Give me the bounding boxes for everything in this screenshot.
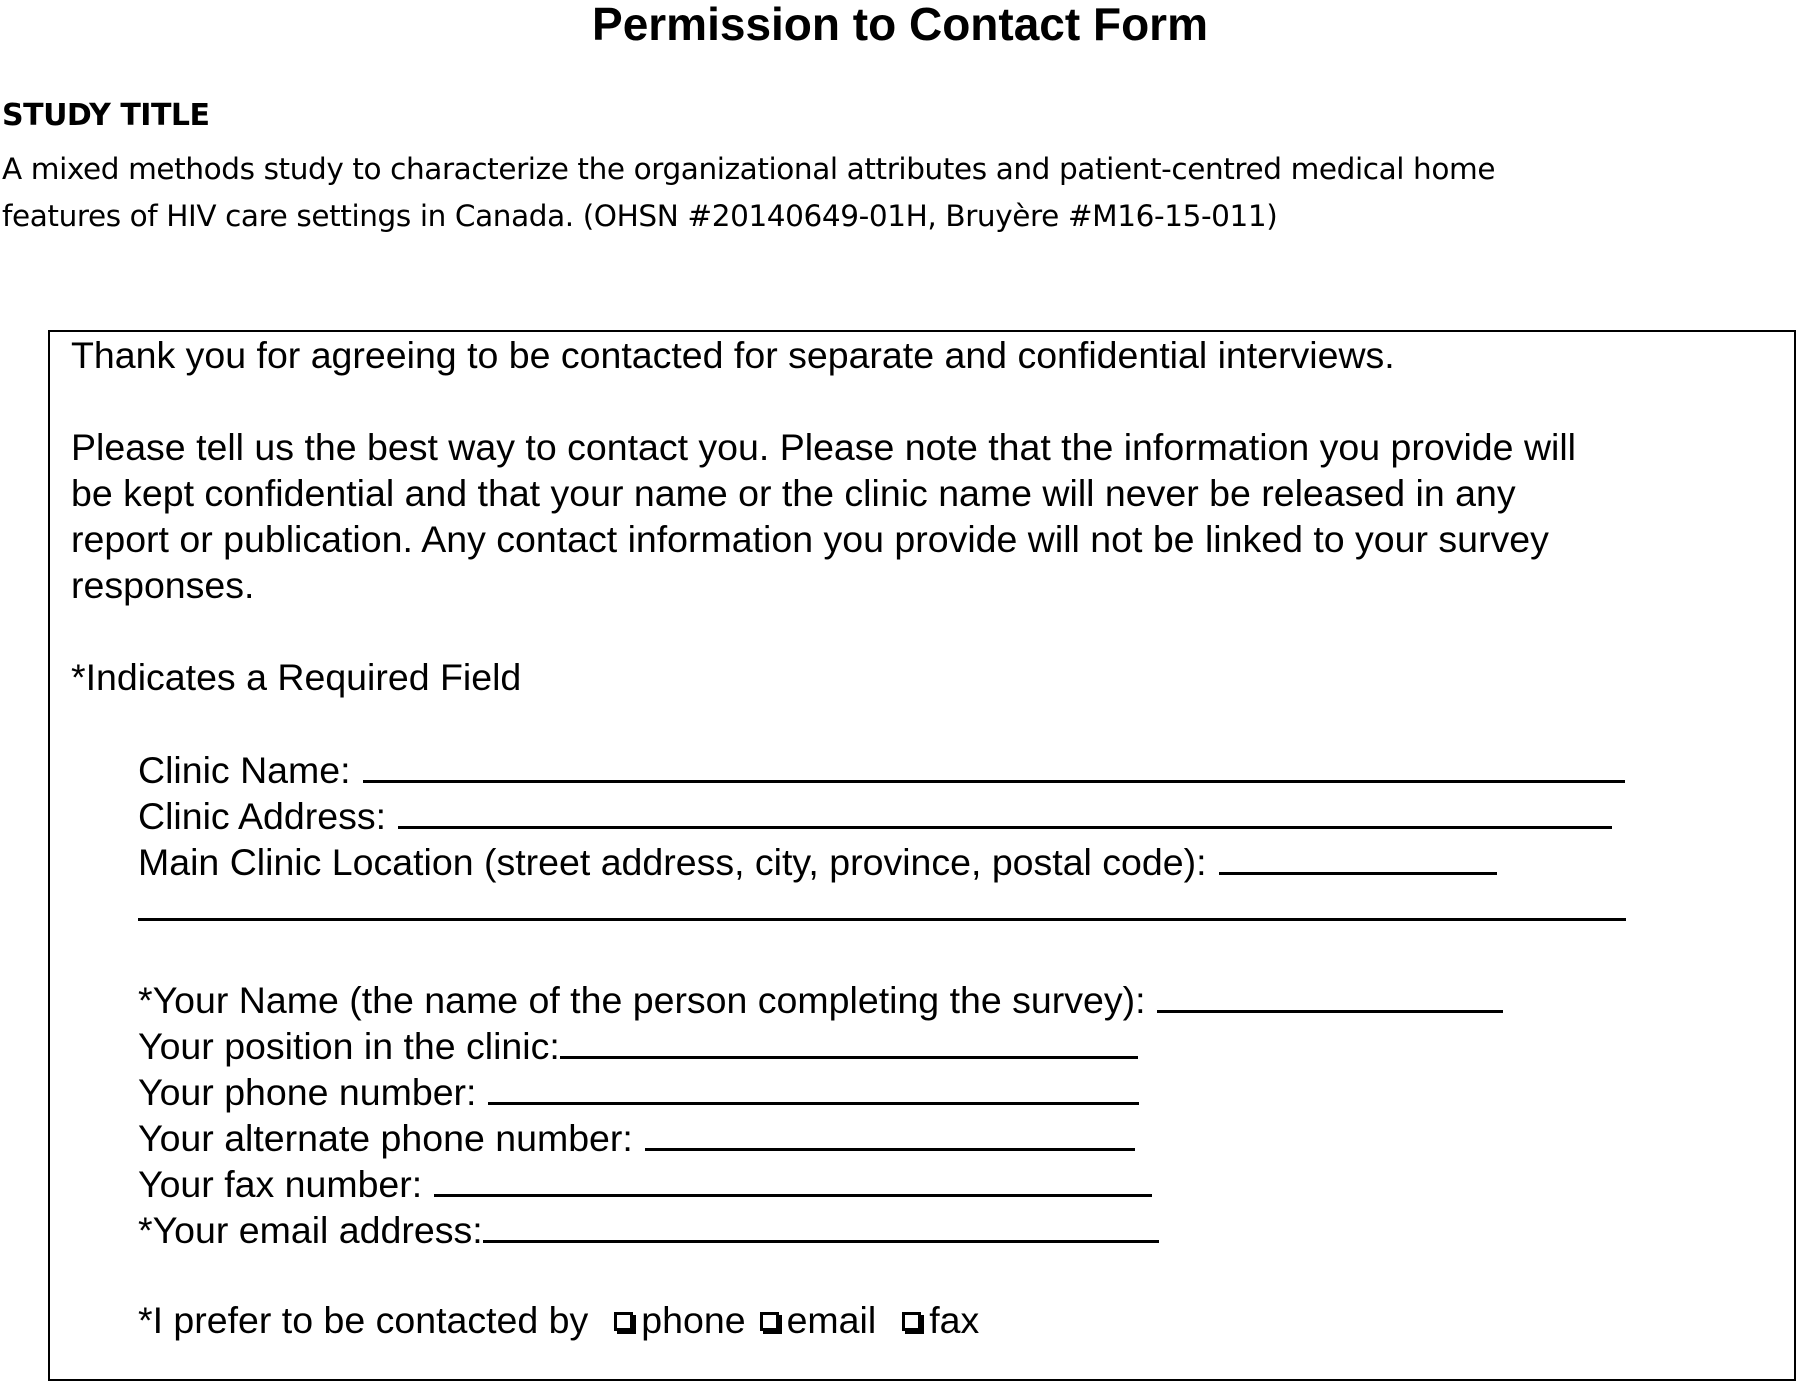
- fax-checkbox[interactable]: [902, 1312, 921, 1331]
- email-option-label: email: [786, 1299, 877, 1341]
- main-clinic-location-label: Main Clinic Location (street address, city, province, postal code):: [138, 841, 1207, 883]
- clinic-name-label: Clinic Name:: [138, 749, 351, 791]
- required-field-note: *Indicates a Required Field: [71, 656, 522, 698]
- main-clinic-location-field: [138, 838, 1497, 884]
- privacy-paragraph-line: responses.: [71, 564, 255, 606]
- privacy-paragraph-line: Please tell us the best way to contact you. Please note that the information you provide will: [71, 426, 1577, 468]
- email-checkbox[interactable]: [760, 1312, 779, 1331]
- email-input-line[interactable]: [483, 1206, 1159, 1243]
- alternate-phone-input-line[interactable]: [645, 1114, 1135, 1151]
- your-name-input-line[interactable]: [1157, 976, 1503, 1013]
- phone-field: [138, 1068, 1139, 1114]
- email-label: *Your email address:: [138, 1209, 483, 1251]
- privacy-paragraph-line: be kept confidential and that your name or the clinic name will never be released in any: [71, 472, 1516, 514]
- phone-option-label: phone: [641, 1299, 746, 1341]
- clinic-address-label: Clinic Address:: [138, 795, 387, 837]
- page-title: Permission to Contact Form: [592, 0, 1208, 50]
- position-label: Your position in the clinic:: [138, 1025, 560, 1067]
- clinic-name-input-line[interactable]: [363, 746, 1625, 783]
- clinic-name-field: [138, 746, 1625, 792]
- study-title-text: [2, 146, 1797, 240]
- position-input-line[interactable]: [560, 1022, 1138, 1059]
- contact-form-box: [48, 330, 1796, 1381]
- position-field: [138, 1022, 1138, 1068]
- study-title-line-1: A mixed methods study to characterize the organizational attributes and patient-centred medical home: [2, 152, 1496, 186]
- phone-input-line[interactable]: [488, 1068, 1139, 1105]
- fax-input-line[interactable]: [434, 1160, 1152, 1197]
- fax-field: [138, 1160, 1152, 1206]
- alternate-phone-field: [138, 1114, 1135, 1160]
- privacy-paragraph: [71, 424, 1771, 608]
- intro-text: Thank you for agreeing to be contacted for separate and confidential interviews.: [71, 334, 1395, 376]
- clinic-address-input-line[interactable]: [398, 792, 1612, 829]
- your-name-field: [138, 976, 1503, 1022]
- main-clinic-location-input-line[interactable]: [1219, 838, 1497, 875]
- study-title-heading: STUDY TITLE: [2, 98, 210, 133]
- clinic-address-field: [138, 792, 1612, 838]
- contact-preference: [138, 1297, 979, 1343]
- study-title-line-2: features of HIV care settings in Canada. (OHSN #20140649-01H, Bruyère #M16-15-011): [2, 199, 1278, 233]
- fax-option-label: fax: [929, 1299, 980, 1341]
- main-clinic-location-input-line-2[interactable]: [138, 884, 1626, 921]
- phone-label: Your phone number:: [138, 1071, 477, 1113]
- fax-label: Your fax number:: [138, 1163, 423, 1205]
- contact-preference-label: *I prefer to be contacted by: [138, 1299, 589, 1341]
- privacy-paragraph-line: report or publication. Any contact information you provide will not be linked to your survey: [71, 518, 1549, 560]
- your-name-label: *Your Name (the name of the person completing the survey):: [138, 979, 1146, 1021]
- phone-checkbox[interactable]: [614, 1312, 633, 1331]
- alternate-phone-label: Your alternate phone number:: [138, 1117, 633, 1159]
- email-field: [138, 1206, 1159, 1252]
- main-clinic-location-continuation: [138, 884, 1626, 930]
